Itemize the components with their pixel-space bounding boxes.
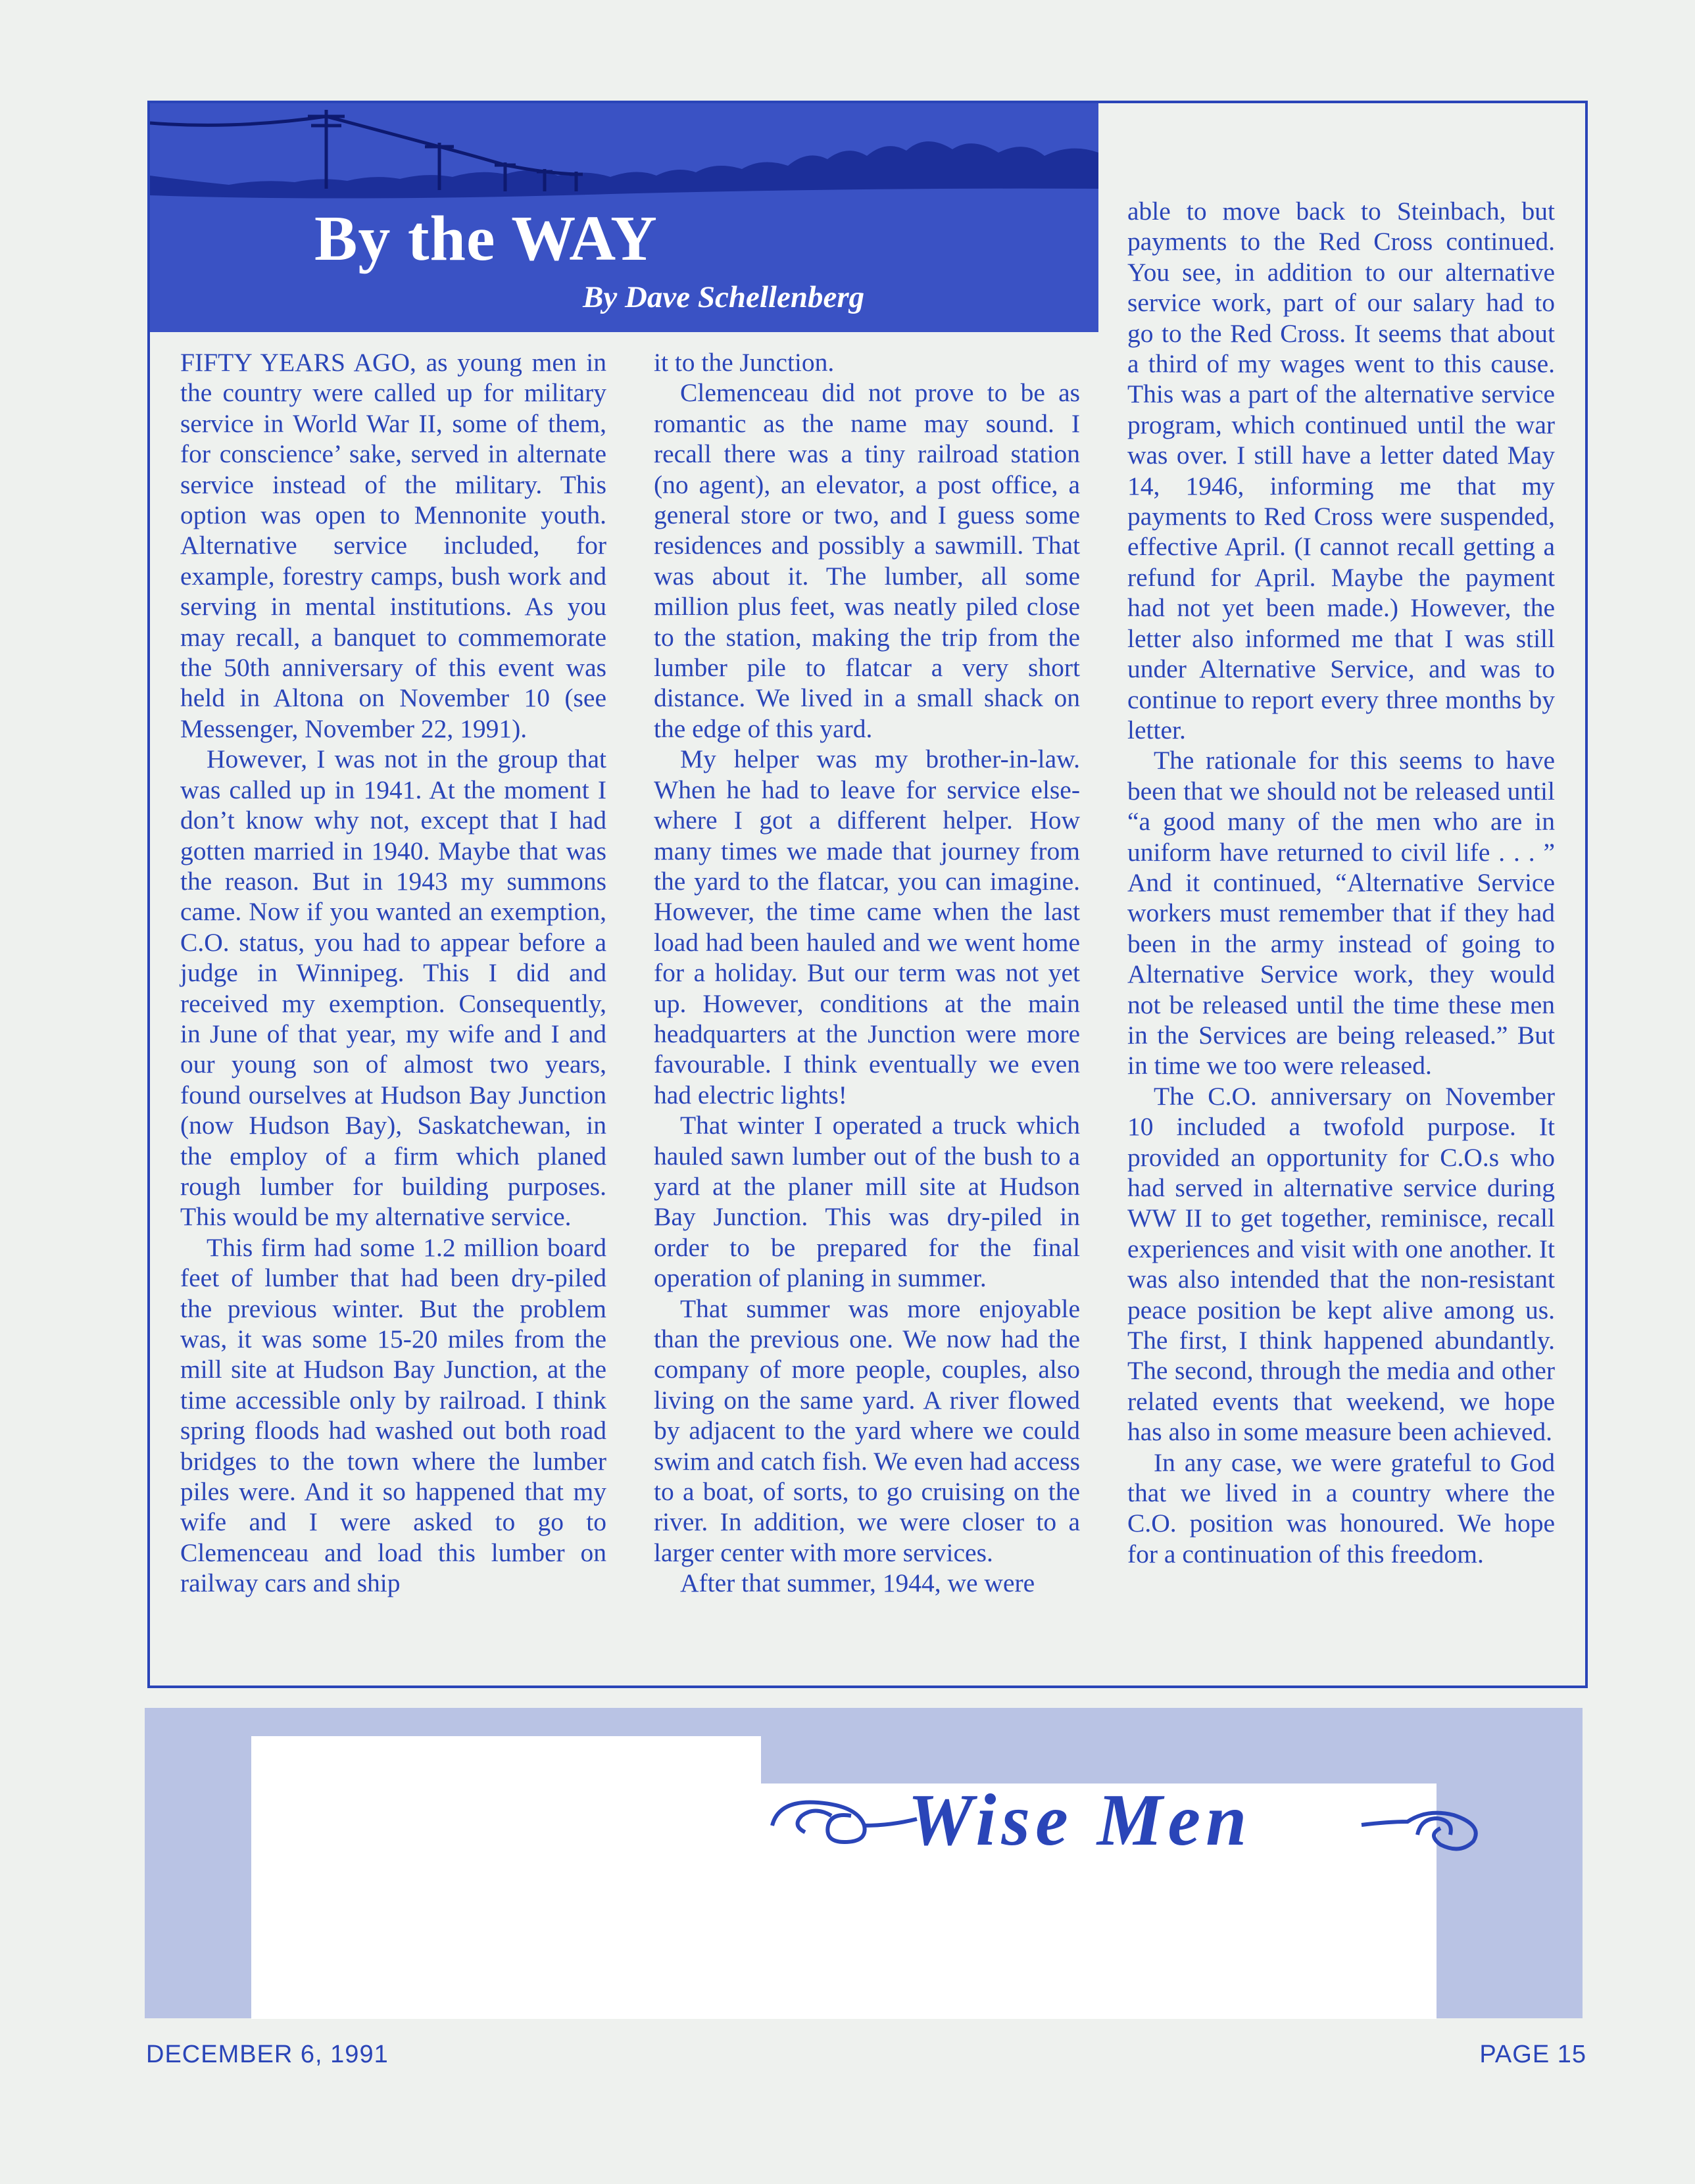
wise-men-logo: Wise Men xyxy=(908,1780,1252,1861)
issue-date: DECEMBER 6, 1991 xyxy=(146,2041,389,2068)
article-paragraph: This firm had some 1.2 million board feet of lumber that had been dry-piled the previous winter. But the problem was, it was some 15-20 miles from the mill site at Hudson Bay Junction, at the time accessible only by railroad. I think spring floods had washed out both road bridges to the town where the lumber piles were. And it so happened that my wife and I were asked to go to Clemenceau and load this lumber on railway cars and ship xyxy=(180,1232,606,1598)
redacted-region xyxy=(251,1736,761,1785)
article-paragraph: able to move back to Steinbach, but payments to the Red Cross continued. You see, in addition to our alternative service work, part of our salary had to go to the Red Cross. It seems that about a third of my wages went to this cause. This was a part of the alternative service program, which continued until the war was over. I still have a letter dated May 14, 1946, informing me that my payments to Red Cross were suspended, effective April. (I cannot recall getting a refund for April. Maybe the payment had not yet been made.) However, the letter also informed me that I was still under Alternative Service, and was to continue to report every three months by letter. xyxy=(1127,197,1555,744)
article-paragraph: The rationale for this seems to have been that we should not be released until “a good many of the men who are in uniform have returned to civil life . . . ” And it continued, “Alternative Service workers must remember that if they had been in the army instead of going to Alternative Service work, they would not be released until the time these men in the Services are being released.” But in time we too were released. xyxy=(1127,746,1555,1080)
right-flourish-icon xyxy=(1355,1789,1486,1861)
article-paragraph: FIFTY YEARS AGO, as young men in the country were called up for military service in World War II, some of them, for conscience’ sake, served in alternate service instead of the military. This option was open to Mennonite youth. Alternative service included, for example, forestry camps, bush work and serving in mental institutions. As you may recall, a banquet to commemorate the 50th anniversary of this event was held in Altona on November 10 (see Messenger, November 22, 1991). xyxy=(180,348,606,743)
article-banner xyxy=(150,103,1098,332)
article-column-2 xyxy=(654,347,1080,1599)
article-paragraph: In any case, we were grateful to God that we lived in a country where the C.O. position was honoured. We hope for a continuation of this freedom. xyxy=(1127,1447,1555,1568)
article-paragraph: Clemenceau did not prove to be as romantic as the name may sound. I recall there was a tiny railroad station (no agent), an elevator, a post office, a general store or two, and I guess some residences and possibly a sawmill. That was about it. The lumber, all some million plus feet, was neatly piled close to the station, making the trip from the lumber pile to flatcar a very short distance. We lived in a small shack on the edge of this yard. xyxy=(654,378,1080,743)
article-column-3 xyxy=(1127,196,1555,1569)
left-flourish-icon xyxy=(766,1780,923,1858)
article-column-1 xyxy=(180,347,606,1599)
page-number: PAGE 15 xyxy=(1479,2041,1586,2068)
article-paragraph: After that summer, 1944, we were xyxy=(680,1568,1035,1598)
article-title: By the WAY xyxy=(314,203,658,274)
article-paragraph: The C.O. anniversary on November 10 included a twofold purpose. It provided an opportunity for C.O.s who had served in alternative service during WW II to get together, reminisce, recall experiences and visit with one another. It was also intended that the non-resistant peace position be kept alive among us. The first, I think happened abundantly. The second, through the media and other related events that weekend, we hope has also in some measure been achieved. xyxy=(1127,1081,1555,1447)
article-paragraph: However, I was not in the group that was called up in 1941. At the moment I don’t know why not, except that I had gotten married in 1940. Maybe that was the reason. But in 1943 my summons came. Now if you wanted an exemption, C.O. status, you had to appear before a judge in Winnipeg. This I did and received my exemption. Consequently, in June of that year, my wife and I and our young son of almost two years, found ourselves at Hudson Bay Junction (now Hudson Bay), Saskatchewan, in the employ of a firm which planed rough lumber for building purposes. This would be my alternative service. xyxy=(180,744,606,1232)
article-paragraph: it to the Junction. xyxy=(654,348,835,377)
article-paragraph: That summer was more enjoyable than the previous one. We now had the company of more people, couples, also living on the same yard. A river flowed by adjacent to the yard where we could swim and catch fish. We even had access to a boat, of sorts, to go cruising on the river. In addition, we were closer to a larger center with more services. xyxy=(654,1294,1080,1567)
article-paragraph: That winter I operated a truck which hauled sawn lumber out of the bush to a yard at the planer mill site at Hudson Bay Junction. This was dry-piled in order to be prepared for the final operation of planing in summer. xyxy=(654,1111,1080,1293)
article-paragraph: My helper was my brother-in-law. When he had to leave for service elsewhere I got a different helper. How many times we made that journey from the yard to the flatcar, you can imagine. However, the time came when the last load had been hauled and we went home for a holiday. But our term was not yet up. However, conditions at the main headquarters at the Junction were more favourable. I think eventually we even had electric lights! xyxy=(654,744,1080,1109)
article-byline: By Dave Schellenberg xyxy=(583,280,865,314)
